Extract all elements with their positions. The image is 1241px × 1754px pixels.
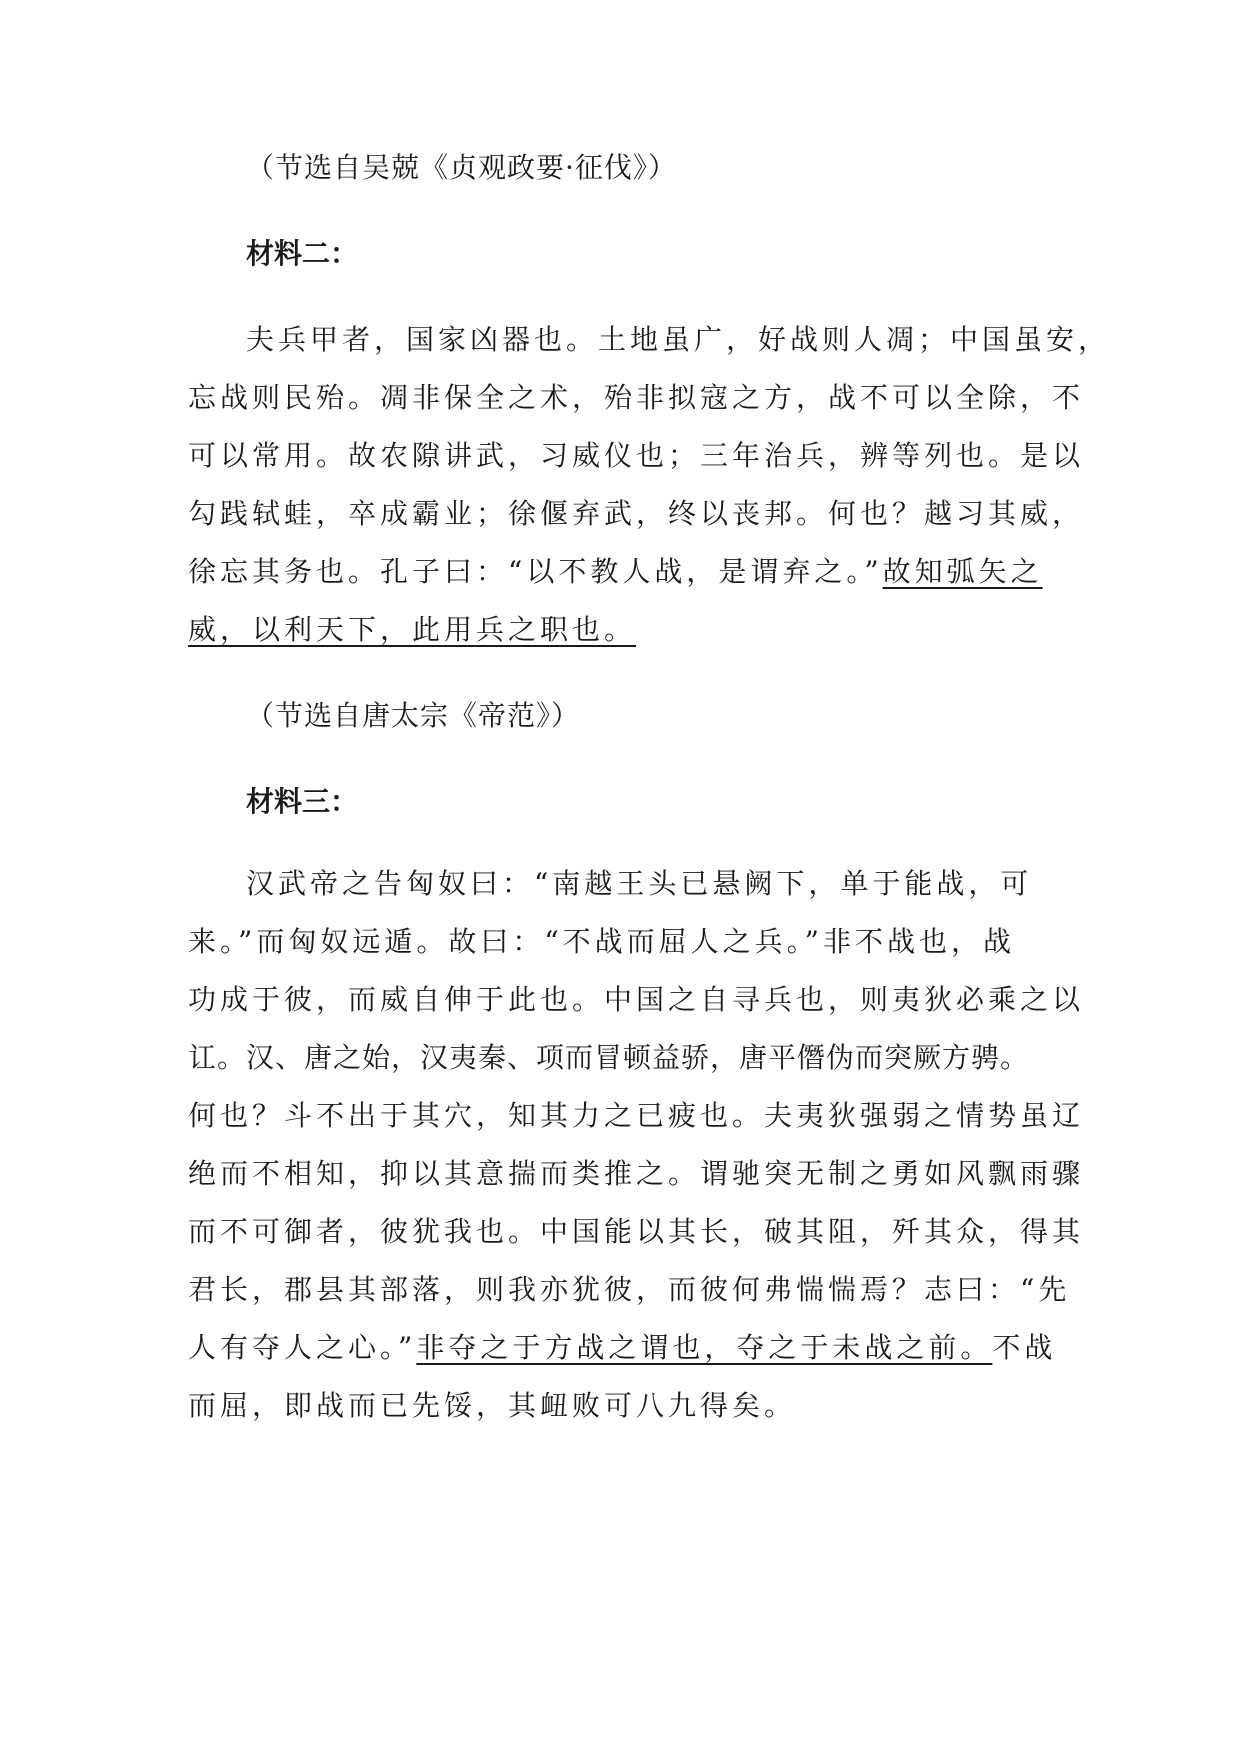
material-3-heading: 材料三： xyxy=(246,785,359,818)
paragraph-line: 汉武帝之告匈奴曰：“南越王头已悬阙下，单于能战，可 xyxy=(246,867,1033,900)
source-citation-1: （节选自吴兢《贞观政要·征伐》） xyxy=(246,151,677,184)
underlined-text: 故知弧矢之 xyxy=(882,555,1043,588)
paragraph-line: 讧。汉、唐之始，汉夷秦、项而冒顿益骄，唐平僭伪而突厥方骋。 xyxy=(188,1041,1030,1074)
paragraph-line: 可以常用。故农隙讲武，习威仪也；三年治兵，辨等列也。是以 xyxy=(188,439,1085,472)
underlined-text: 非夺之于方战之谓也，夺之于未战之前。 xyxy=(416,1331,993,1364)
paragraph-line xyxy=(188,1326,1056,1366)
underlined-text: 威，以利天下，此用兵之职也。 xyxy=(188,613,637,646)
paragraph-line: 君长，郡县其部落，则我亦犹彼，而彼何弗惴惴焉？志曰：“先 xyxy=(188,1273,1071,1306)
paragraph-line: 夫兵甲者，国家凶器也。土地虽广，好战则人凋；中国虽安， xyxy=(246,323,1111,356)
paragraph-line xyxy=(188,550,1043,590)
line-text: 不战 xyxy=(992,1331,1057,1364)
paragraph-line: 而屈，即战而已先馁，其衄败可八九得矣。 xyxy=(188,1389,797,1422)
paragraph-line: 功成于彼，而威自伸于此也。中国之自寻兵也，则夷狄必乘之以 xyxy=(188,983,1085,1016)
paragraph-line: 绝而不相知，抑以其意揣而类推之。谓驰突无制之勇如风飘雨骤 xyxy=(188,1157,1085,1190)
line-text: 徐忘其务也。孔子曰：“以不教人战，是谓弃之。” xyxy=(188,555,883,588)
paragraph-line: 而不可御者，彼犹我也。中国能以其长，破其阻，歼其众，得其 xyxy=(188,1215,1085,1248)
source-citation-2: （节选自唐太宗《帝范》） xyxy=(246,699,581,732)
material-2-heading: 材料二： xyxy=(246,237,359,270)
paragraph-line: 来。”而匈奴远遁。故曰：“不战而屈人之兵。”非不战也，战 xyxy=(188,925,1015,958)
line-text: 人有夺人之心。” xyxy=(188,1331,417,1364)
paragraph-line: 忘战则民殆。凋非保全之术，殆非拟寇之方，战不可以全除，不 xyxy=(188,381,1085,414)
paragraph-line xyxy=(188,608,636,648)
paragraph-line: 勾践轼蛙，卒成霸业；徐偃弃武，终以丧邦。何也？越习其威， xyxy=(188,497,1085,530)
paragraph-line: 何也？斗不出于其穴，知其力之已疲也。夫夷狄强弱之情势虽辽 xyxy=(188,1099,1085,1132)
